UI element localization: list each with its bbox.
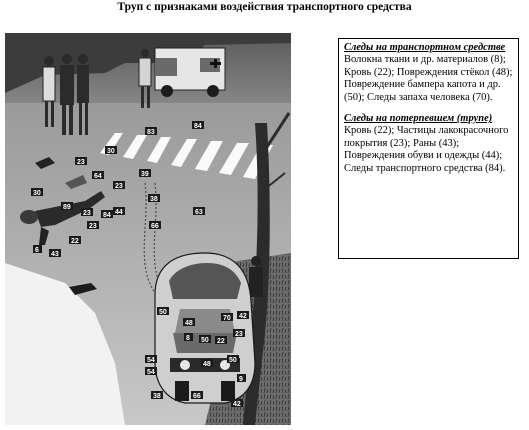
marker-43 — [49, 249, 61, 258]
marker-50-left — [157, 307, 169, 316]
svg-text:64: 64 — [94, 173, 102, 180]
svg-text:70: 70 — [223, 315, 231, 322]
marker-84-top — [192, 121, 204, 130]
marker-66-bottom — [191, 391, 203, 400]
ambulance — [155, 48, 225, 97]
marker-50-right — [227, 355, 239, 364]
marker-23-mid — [113, 181, 125, 190]
marker-23-car — [233, 329, 245, 338]
marker-8 — [184, 333, 193, 342]
marker-50-mid — [199, 335, 211, 344]
svg-text:22: 22 — [217, 338, 225, 345]
marker-39 — [139, 169, 151, 178]
marker-9 — [237, 374, 246, 383]
marker-48-lower — [201, 359, 213, 368]
marker-22-car — [215, 336, 227, 345]
marker-23-body — [81, 208, 93, 217]
marker-70 — [221, 313, 233, 322]
svg-text:50: 50 — [201, 337, 209, 344]
marker-23-road — [75, 157, 87, 166]
marker-64 — [92, 171, 104, 180]
svg-text:39: 39 — [141, 171, 149, 178]
svg-text:23: 23 — [235, 331, 243, 338]
marker-63 — [193, 207, 205, 216]
marker-42-hood — [237, 311, 249, 320]
victim-traces-heading: Следы на потерпевшем (трупе) — [344, 113, 493, 125]
svg-text:23: 23 — [77, 159, 85, 166]
svg-text:23: 23 — [83, 210, 91, 217]
marker-54-left — [145, 355, 157, 364]
svg-text:38: 38 — [153, 393, 161, 400]
svg-text:23: 23 — [89, 223, 97, 230]
marker-83-top — [145, 127, 157, 136]
marker-48-upper — [183, 318, 195, 327]
svg-text:48: 48 — [185, 320, 193, 327]
marker-42-bottom — [231, 399, 243, 408]
svg-text:8: 8 — [186, 335, 190, 342]
svg-text:84: 84 — [194, 123, 202, 130]
marker-84-mid — [101, 210, 113, 219]
evidence-legend — [338, 38, 519, 259]
marker-89 — [61, 202, 73, 211]
marker-30-top — [105, 146, 117, 155]
svg-text:43: 43 — [51, 251, 59, 258]
svg-text:42: 42 — [233, 401, 241, 408]
svg-text:50: 50 — [229, 357, 237, 364]
svg-text:89: 89 — [63, 204, 71, 211]
marker-44 — [113, 207, 125, 216]
vehicle-traces-heading: Следы на транспортном средстве — [344, 42, 506, 53]
svg-text:6: 6 — [35, 247, 39, 254]
marker-30-left — [31, 188, 43, 197]
marker-22 — [69, 236, 81, 245]
marker-23-lower — [87, 221, 99, 230]
crime-scene-illustration — [5, 33, 291, 425]
svg-text:44: 44 — [115, 209, 123, 216]
svg-text:48: 48 — [203, 361, 211, 368]
victim-traces-text: Кровь (22); Частицы лакокрасочного покрытия (23); Раны (43); Повреждения обуви и одежды (44); Следы транспортного средства (84). — [344, 125, 509, 174]
svg-text:22: 22 — [71, 238, 79, 245]
svg-text:42: 42 — [239, 313, 247, 320]
svg-text:54: 54 — [147, 369, 155, 376]
svg-text:63: 63 — [195, 209, 203, 216]
page-title: Труп с признаками воздействия транспортного средства — [117, 1, 412, 13]
svg-text:66: 66 — [151, 223, 159, 230]
svg-text:66: 66 — [193, 393, 201, 400]
vehicle-traces-text: Волокна ткани и др. материалов (8); Кровь (22); Повреждения стёкол (48); Повреждение бампера капота и др. (50); Следы запаха человека (70). — [344, 54, 513, 103]
svg-text:9: 9 — [239, 376, 243, 383]
svg-text:84: 84 — [103, 212, 111, 219]
svg-text:54: 54 — [147, 357, 155, 364]
marker-38 — [148, 194, 160, 203]
svg-text:38: 38 — [150, 196, 158, 203]
svg-text:83: 83 — [147, 129, 155, 136]
marker-6 — [33, 245, 42, 254]
svg-text:30: 30 — [107, 148, 115, 155]
svg-text:50: 50 — [159, 309, 167, 316]
marker-38-bottom — [151, 391, 163, 400]
marker-54-lower — [145, 367, 157, 376]
svg-text:30: 30 — [33, 190, 41, 197]
marker-66-road — [149, 221, 161, 230]
svg-text:23: 23 — [115, 183, 123, 190]
